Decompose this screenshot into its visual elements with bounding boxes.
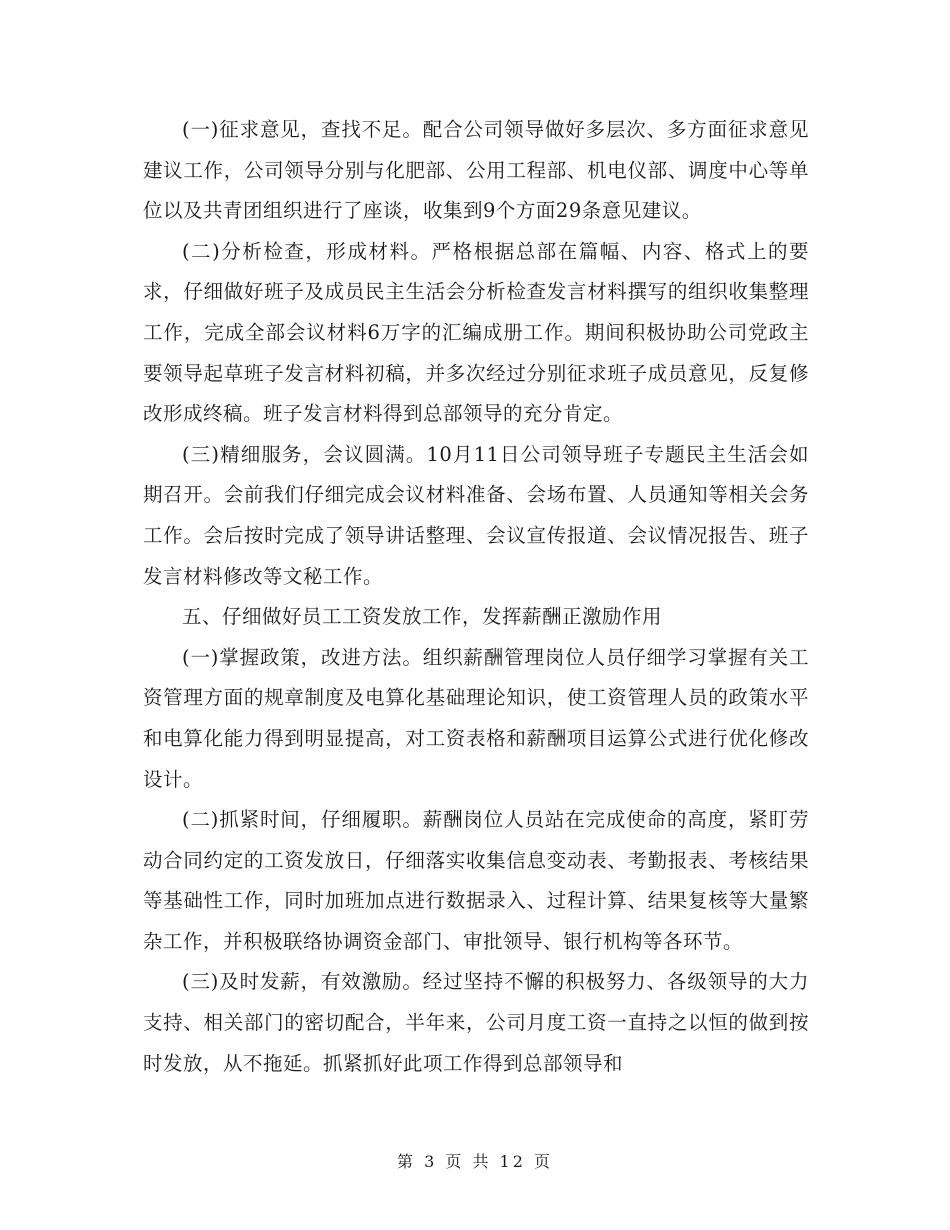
paragraph-timely-pay: (三)及时发薪，有效激励。经过坚持不懈的积极努力、各级领导的大力支持、相关部门的密切配合，半年来，公司月度工资一直持之以恒的做到按时发放，从不拖延。抓紧抓好此项工作得到总部领导和 <box>143 970 809 1075</box>
paragraph-solicit-opinions: (一)征求意见，查找不足。配合公司领导做好多层次、多方面征求意见建议工作，公司领导分别与化肥部、公用工程部、机电仪部、调度中心等单位以及共青团组织进行了座谈，收集到9个方面29条意见建议。 <box>143 118 809 223</box>
page-number-footer: 第 3 页 共 12 页 <box>397 1152 553 1171</box>
section-heading-salary: 五、仔细做好员工工资发放工作，发挥薪酬正激励作用 <box>182 605 663 629</box>
paragraph-policy-methods: (一)掌握政策，改进方法。组织薪酬管理岗位人员仔细学习掌握有关工资管理方面的规章制度及电算化基础理论知识，使工资管理人员的政策水平和电算化能力得到明显提高，对工资表格和薪酬项目运算公式进行优化修改设计。 <box>143 645 809 791</box>
paragraph-meeting-service: (三)精细服务，会议圆满。10月11日公司领导班子专题民主生活会如期召开。会前我们仔细完成会议材料准备、会场布置、人员通知等相关会务工作。会后按时完成了领导讲话整理、会议宣传报道、会议情况报告、班子发言材料修改等文秘工作。 <box>143 442 809 588</box>
paragraph-time-duty: (二)抓紧时间，仔细履职。薪酬岗位人员站在完成使命的高度，紧盯劳动合同约定的工资发放日，仔细落实收集信息变动表、考勤报表、考核结果等基础性工作，同时加班加点进行数据录入、过程计算、结果复核等大量繁杂工作，并积极联络协调资金部门、审批领导、银行机构等各环节。 <box>143 808 809 953</box>
paragraph-analysis-materials: (二)分析检查，形成材料。严格根据总部在篇幅、内容、格式上的要求，仔细做好班子及成员民主生活会分析检查发言材料撰写的组织收集整理工作，完成全部会议材料6万字的汇编成册工作。期间积极协助公司党政主要领导起草班子发言材料初稿，并多次经过分别征求班子成员意见，反复修改形成终稿。班子发言材料得到总部领导的充分肯定。 <box>143 239 809 426</box>
document-body <box>143 110 809 1084</box>
